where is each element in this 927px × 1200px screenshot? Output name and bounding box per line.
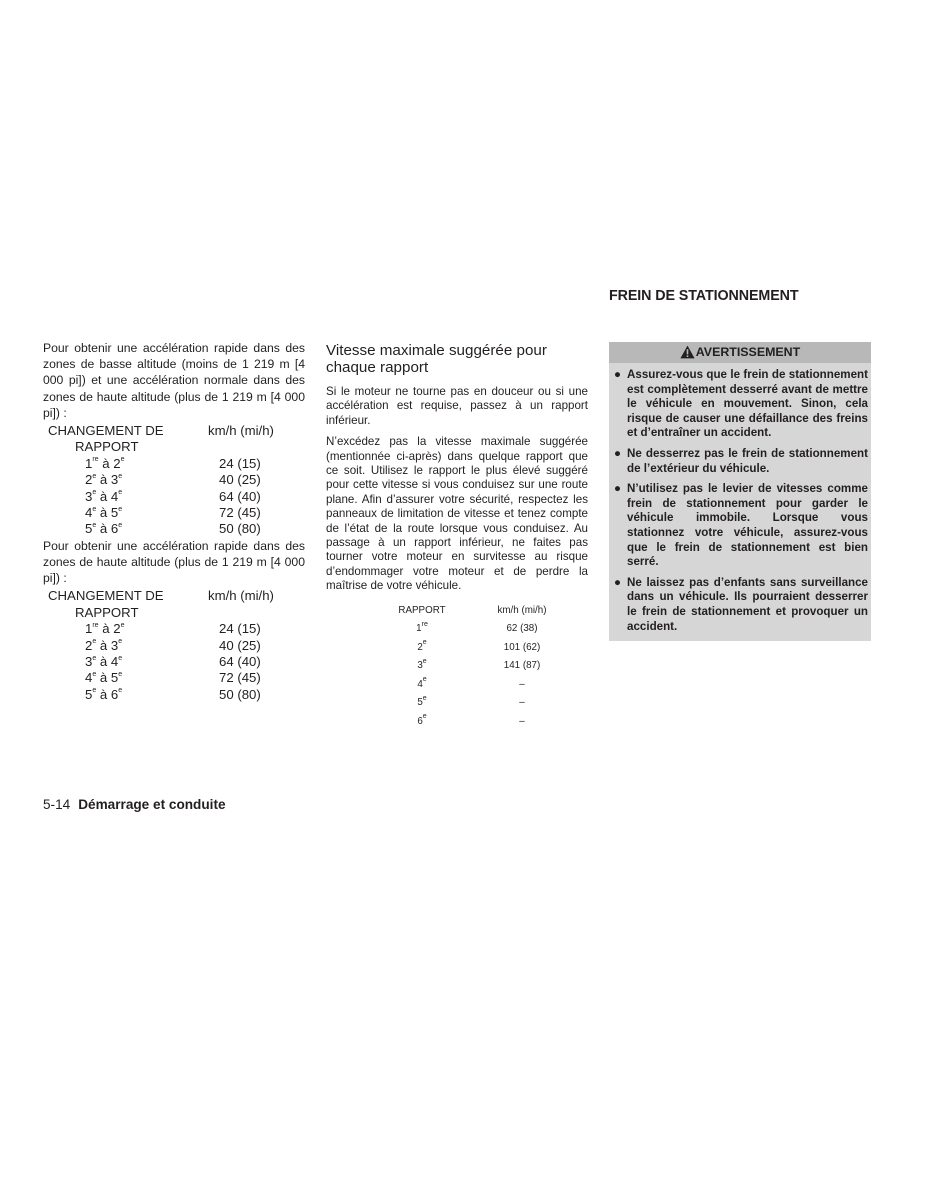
gear-change: 5e à 6e — [85, 521, 123, 537]
gear-change: 3e à 4e — [85, 488, 123, 504]
table-row — [43, 638, 305, 654]
gear-cell: 3e — [417, 657, 427, 672]
page-number: 5-14 — [43, 797, 71, 812]
header-gear-line2: RAPPORT — [75, 604, 139, 620]
middle-column — [326, 340, 588, 733]
speed-value: 24 (15) — [219, 621, 261, 637]
header-gear-line2: RAPPORT — [75, 439, 139, 455]
table-row — [43, 505, 305, 521]
speed-table-1 — [43, 423, 305, 538]
gear-change: 3e à 4e — [85, 653, 123, 669]
speed-value: 40 (25) — [219, 472, 261, 488]
paragraph-2: N’excédez pas la vitesse maximale suggérée (mentionnée ci-après) dans quelque rapport que ce soit. Utilisez le rapport le plus élevé suggéré pour cette vitesse si vous conduisez sur une route plane. Afin d’assurer votre sécurité, respectez les panneaux de limitation de vitesse et tenez compte de l’état de la route lorsque vous conduisez. Au passage à un rapport inférieur, ne faites pas tourner votre moteur en survitesse au risque d’endommager votre moteur et de perdre la maîtrise de votre véhicule. — [326, 435, 588, 593]
table-row — [43, 456, 305, 472]
gear-change: 1re à 2e — [85, 621, 125, 637]
gear-change: 4e à 5e — [85, 504, 123, 520]
table-row — [43, 489, 305, 505]
header-speed: km/h (mi/h) — [208, 588, 274, 604]
speed-value: 72 (45) — [219, 670, 261, 686]
speed-value: 64 (40) — [219, 653, 261, 669]
table-row — [43, 521, 305, 537]
header-gear: RAPPORT — [398, 604, 446, 616]
bullet-icon: ● — [614, 446, 622, 460]
gear-change: 2e à 3e — [85, 472, 123, 488]
table-row — [43, 670, 305, 686]
speed-value: 72 (45) — [219, 504, 261, 520]
max-speed-table — [326, 604, 588, 734]
speed-table-2 — [43, 588, 305, 703]
table-header — [43, 588, 305, 604]
list-item: ● Assurez-vous que le frein de stationnement est complètement desserré avant de mettre le véhicule en mouvement. Sinon, cela risque de causer une défaillance des freins et d’entraîner un accident. — [614, 368, 868, 440]
list-item: ● N’utilisez pas le levier de vitesses comme frein de stationnement pour garder le véhicule immobile. Lorsque vous stationnez votre véhicule, assurez-vous que le frein de stationnement est bien serré. — [614, 482, 868, 569]
table-row — [43, 472, 305, 488]
gear-change: 5e à 6e — [85, 686, 123, 702]
table-row — [326, 715, 588, 734]
warning-triangle-icon — [680, 345, 695, 359]
table-row — [326, 641, 588, 660]
warning-list — [609, 368, 871, 634]
speed-value: 50 (80) — [219, 686, 261, 702]
list-item: ● Ne desserrez pas le frein de stationnement de l’extérieur du véhicule. — [614, 446, 868, 475]
speed-cell: 62 (38) — [506, 623, 538, 635]
speed-value: 24 (15) — [219, 455, 261, 471]
gear-cell: 4e — [417, 676, 427, 690]
table-row — [326, 678, 588, 697]
right-column — [609, 288, 871, 633]
speed-cell: – — [519, 678, 525, 690]
chapter-title: Démarrage et conduite — [78, 797, 226, 812]
page-footer — [43, 797, 226, 812]
table-row — [326, 696, 588, 715]
header-gear: CHANGEMENT DE — [48, 423, 164, 439]
table-row — [43, 654, 305, 670]
table-row — [326, 622, 588, 641]
section-title: FREIN DE STATIONNEMENT — [609, 288, 799, 304]
warning-header — [609, 342, 871, 363]
subsection-title: Vitesse maximale suggérée pour chaque rapport — [326, 342, 547, 376]
bullet-icon: ● — [614, 368, 622, 381]
gear-change: 4e à 5e — [85, 670, 123, 686]
paragraph-1: Si le moteur ne tourne pas en douceur ou si une accélération est requise, passez à un rapport inférieur. — [326, 385, 588, 427]
speed-cell: – — [519, 697, 525, 709]
speed-value: 64 (40) — [219, 488, 261, 504]
bullet-icon: ● — [614, 482, 622, 496]
gear-cell: 1re — [416, 620, 428, 635]
table-row — [326, 659, 588, 678]
table-header — [326, 604, 588, 623]
gear-change: 2e à 3e — [85, 637, 123, 653]
bullet-icon: ● — [614, 575, 622, 589]
gear-change: 1re à 2e — [85, 455, 125, 471]
speed-cell: – — [519, 715, 525, 727]
header-speed: km/h (mi/h) — [497, 604, 547, 616]
table-header — [43, 423, 305, 439]
speed-value: 40 (25) — [219, 637, 261, 653]
warning-label: AVERTISSEMENT — [695, 345, 801, 359]
header-speed: km/h (mi/h) — [208, 423, 274, 439]
warning-box — [609, 342, 871, 641]
intro-paragraph-1: Pour obtenir une accélération rapide dans des zones de basse altitude (moins de 1 219 m [4 000 pi]) et une accélération normale dans des zones de haute altitude (plus de 1 219 m [4 000 pi]) : — [43, 341, 305, 420]
gear-cell: 5e — [417, 694, 427, 709]
speed-cell: 141 (87) — [503, 660, 541, 672]
speed-cell: 101 (62) — [503, 641, 541, 653]
gear-cell: 6e — [417, 713, 427, 727]
intro-paragraph-2: Pour obtenir une accélération rapide dans des zones de haute altitude (plus de 1 219 m [4 000 pi]) : — [43, 538, 305, 586]
table-row — [43, 687, 305, 703]
table-row — [43, 621, 305, 637]
header-gear: CHANGEMENT DE — [48, 588, 164, 604]
speed-value: 50 (80) — [219, 521, 261, 537]
list-item: ● Ne laissez pas d’enfants sans surveillance dans un véhicule. Ils pourraient desserrer le frein de stationnement et provoquer un accident. — [614, 575, 868, 633]
gear-cell: 2e — [417, 639, 427, 653]
left-column — [43, 340, 305, 703]
